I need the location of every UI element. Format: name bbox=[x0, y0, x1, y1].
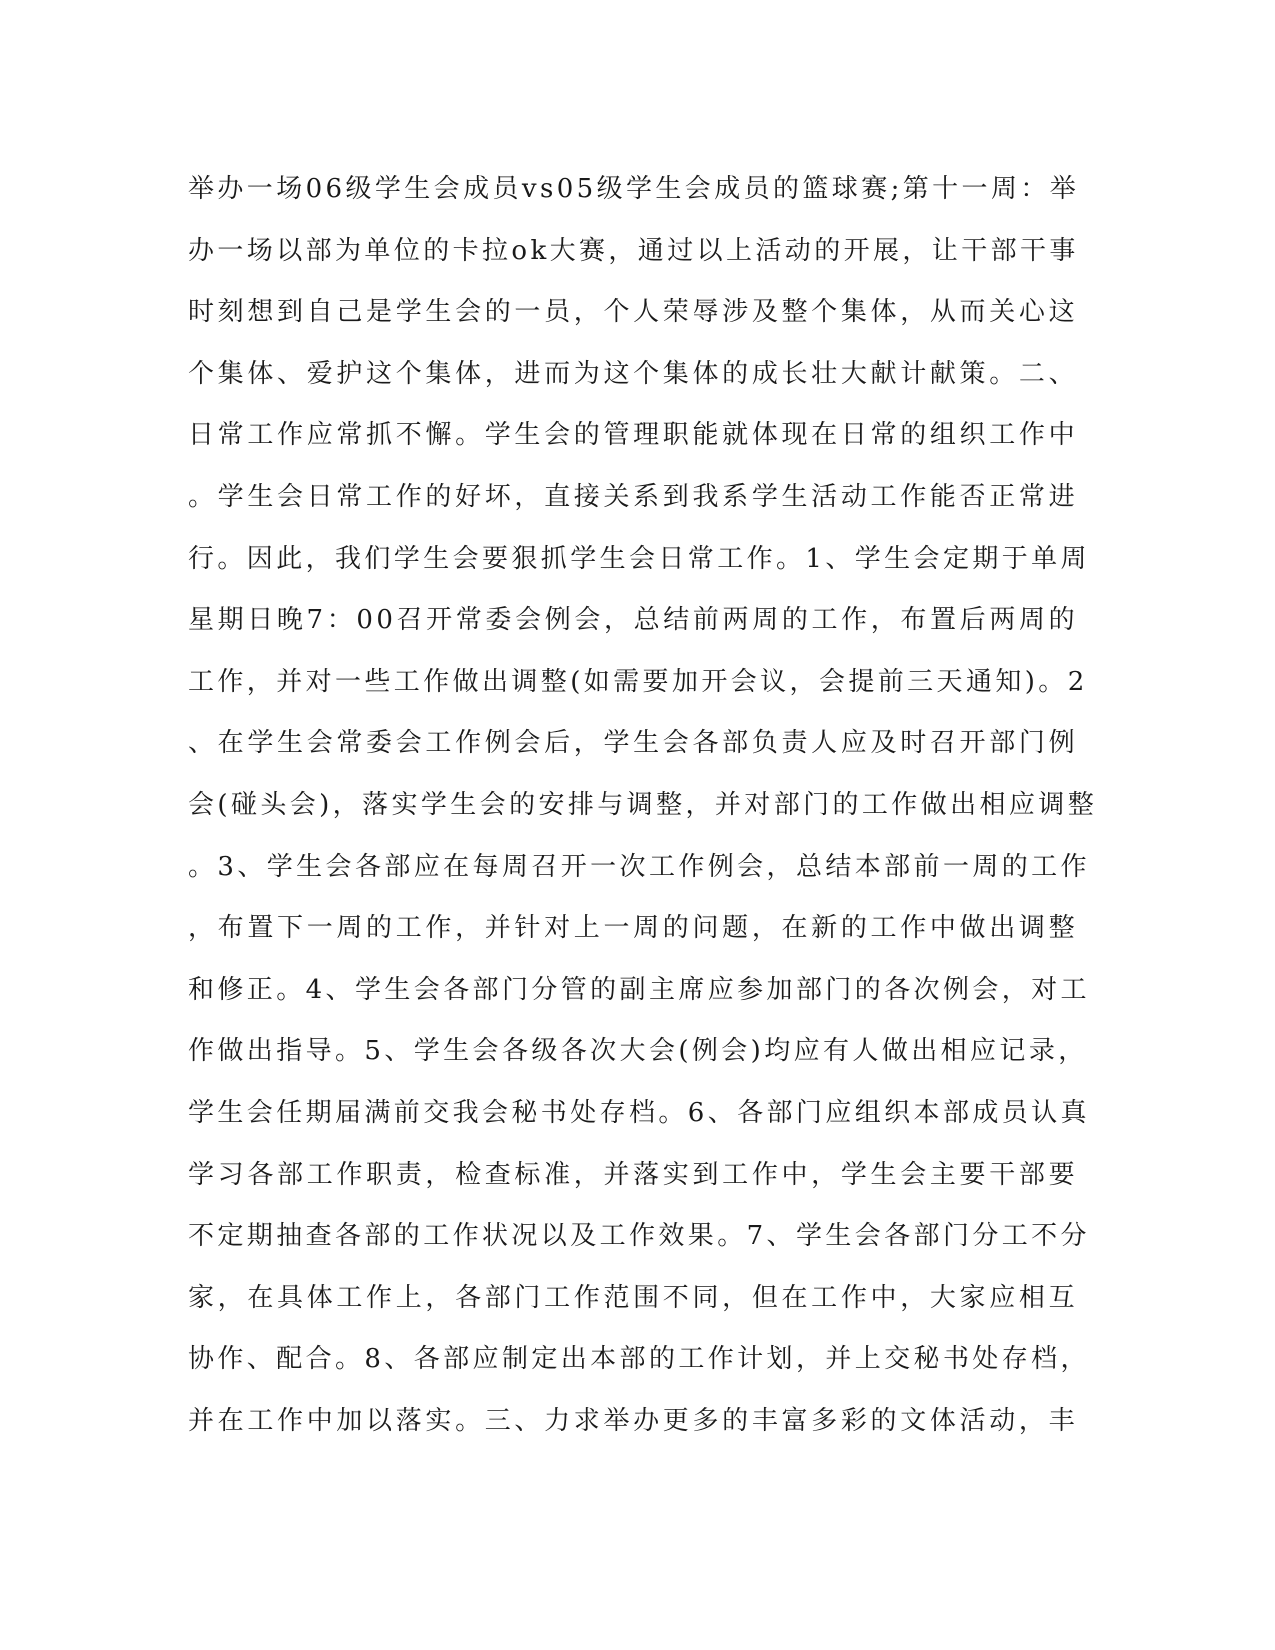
text-line: 会(碰头会)，落实学生会的安排与调整，并对部门的工作做出相应调整 bbox=[188, 789, 1098, 820]
text-line: 协作、配合。8、各部应制定出本部的工作计划，并上交秘书处存档， bbox=[188, 1344, 1090, 1375]
text-line: 行。因此，我们学生会要狠抓学生会日常工作。1、学生会定期于单周 bbox=[188, 543, 1090, 574]
text-line: 作做出指导。5、学生会各级各次大会(例会)均应有人做出相应记录， bbox=[188, 1036, 1088, 1067]
text-line: 并在工作中加以落实。三、力求举办更多的丰富多彩的文体活动，丰 bbox=[188, 1405, 1078, 1436]
text-line: 举办一场06级学生会成员vs05级学生会成员的篮球赛;第十一周：举 bbox=[188, 174, 1080, 204]
text-line: 和修正。4、学生会各部门分管的副主席应参加部门的各次例会，对工 bbox=[188, 974, 1090, 1005]
text-line: 星期日晚7：00召开常委会例会，总结前两周的工作，布置后两周的 bbox=[188, 605, 1078, 636]
text-line: 个集体、爱护这个集体，进而为这个集体的成长壮大献计献策。二、 bbox=[188, 358, 1078, 389]
text-line: 不定期抽查各部的工作状况以及工作效果。7、学生会各部门分工不分 bbox=[188, 1221, 1090, 1252]
text-line: 日常工作应常抓不懈。学生会的管理职能就体现在日常的组织工作中 bbox=[188, 420, 1078, 451]
text-line: 办一场以部为单位的卡拉ok大赛，通过以上活动的开展，让干部干事 bbox=[188, 235, 1079, 266]
text-line: 工作，并对一些工作做出调整(如需要加开会议，会提前三天通知)。2 bbox=[188, 666, 1088, 697]
text-line: 学习各部工作职责，检查标准，并落实到工作中，学生会主要干部要 bbox=[188, 1159, 1078, 1190]
text-line: 、在学生会常委会工作例会后，学生会各部负责人应及时召开部门例 bbox=[188, 728, 1078, 759]
text-line: 。学生会日常工作的好坏，直接关系到我系学生活动工作能否正常进 bbox=[188, 481, 1078, 512]
text-line: ，布置下一周的工作，并针对上一周的问题，在新的工作中做出调整 bbox=[188, 913, 1078, 944]
text-line: 家，在具体工作上，各部门工作范围不同，但在工作中，大家应相互 bbox=[188, 1282, 1078, 1313]
body-text bbox=[188, 167, 1098, 1460]
text-line: 时刻想到自己是学生会的一员，个人荣辱涉及整个集体，从而关心这 bbox=[188, 297, 1078, 328]
text-line: 。3、学生会各部应在每周召开一次工作例会，总结本部前一周的工作 bbox=[188, 851, 1090, 882]
text-line: 学生会任期届满前交我会秘书处存档。6、各部门应组织本部成员认真 bbox=[188, 1097, 1090, 1128]
